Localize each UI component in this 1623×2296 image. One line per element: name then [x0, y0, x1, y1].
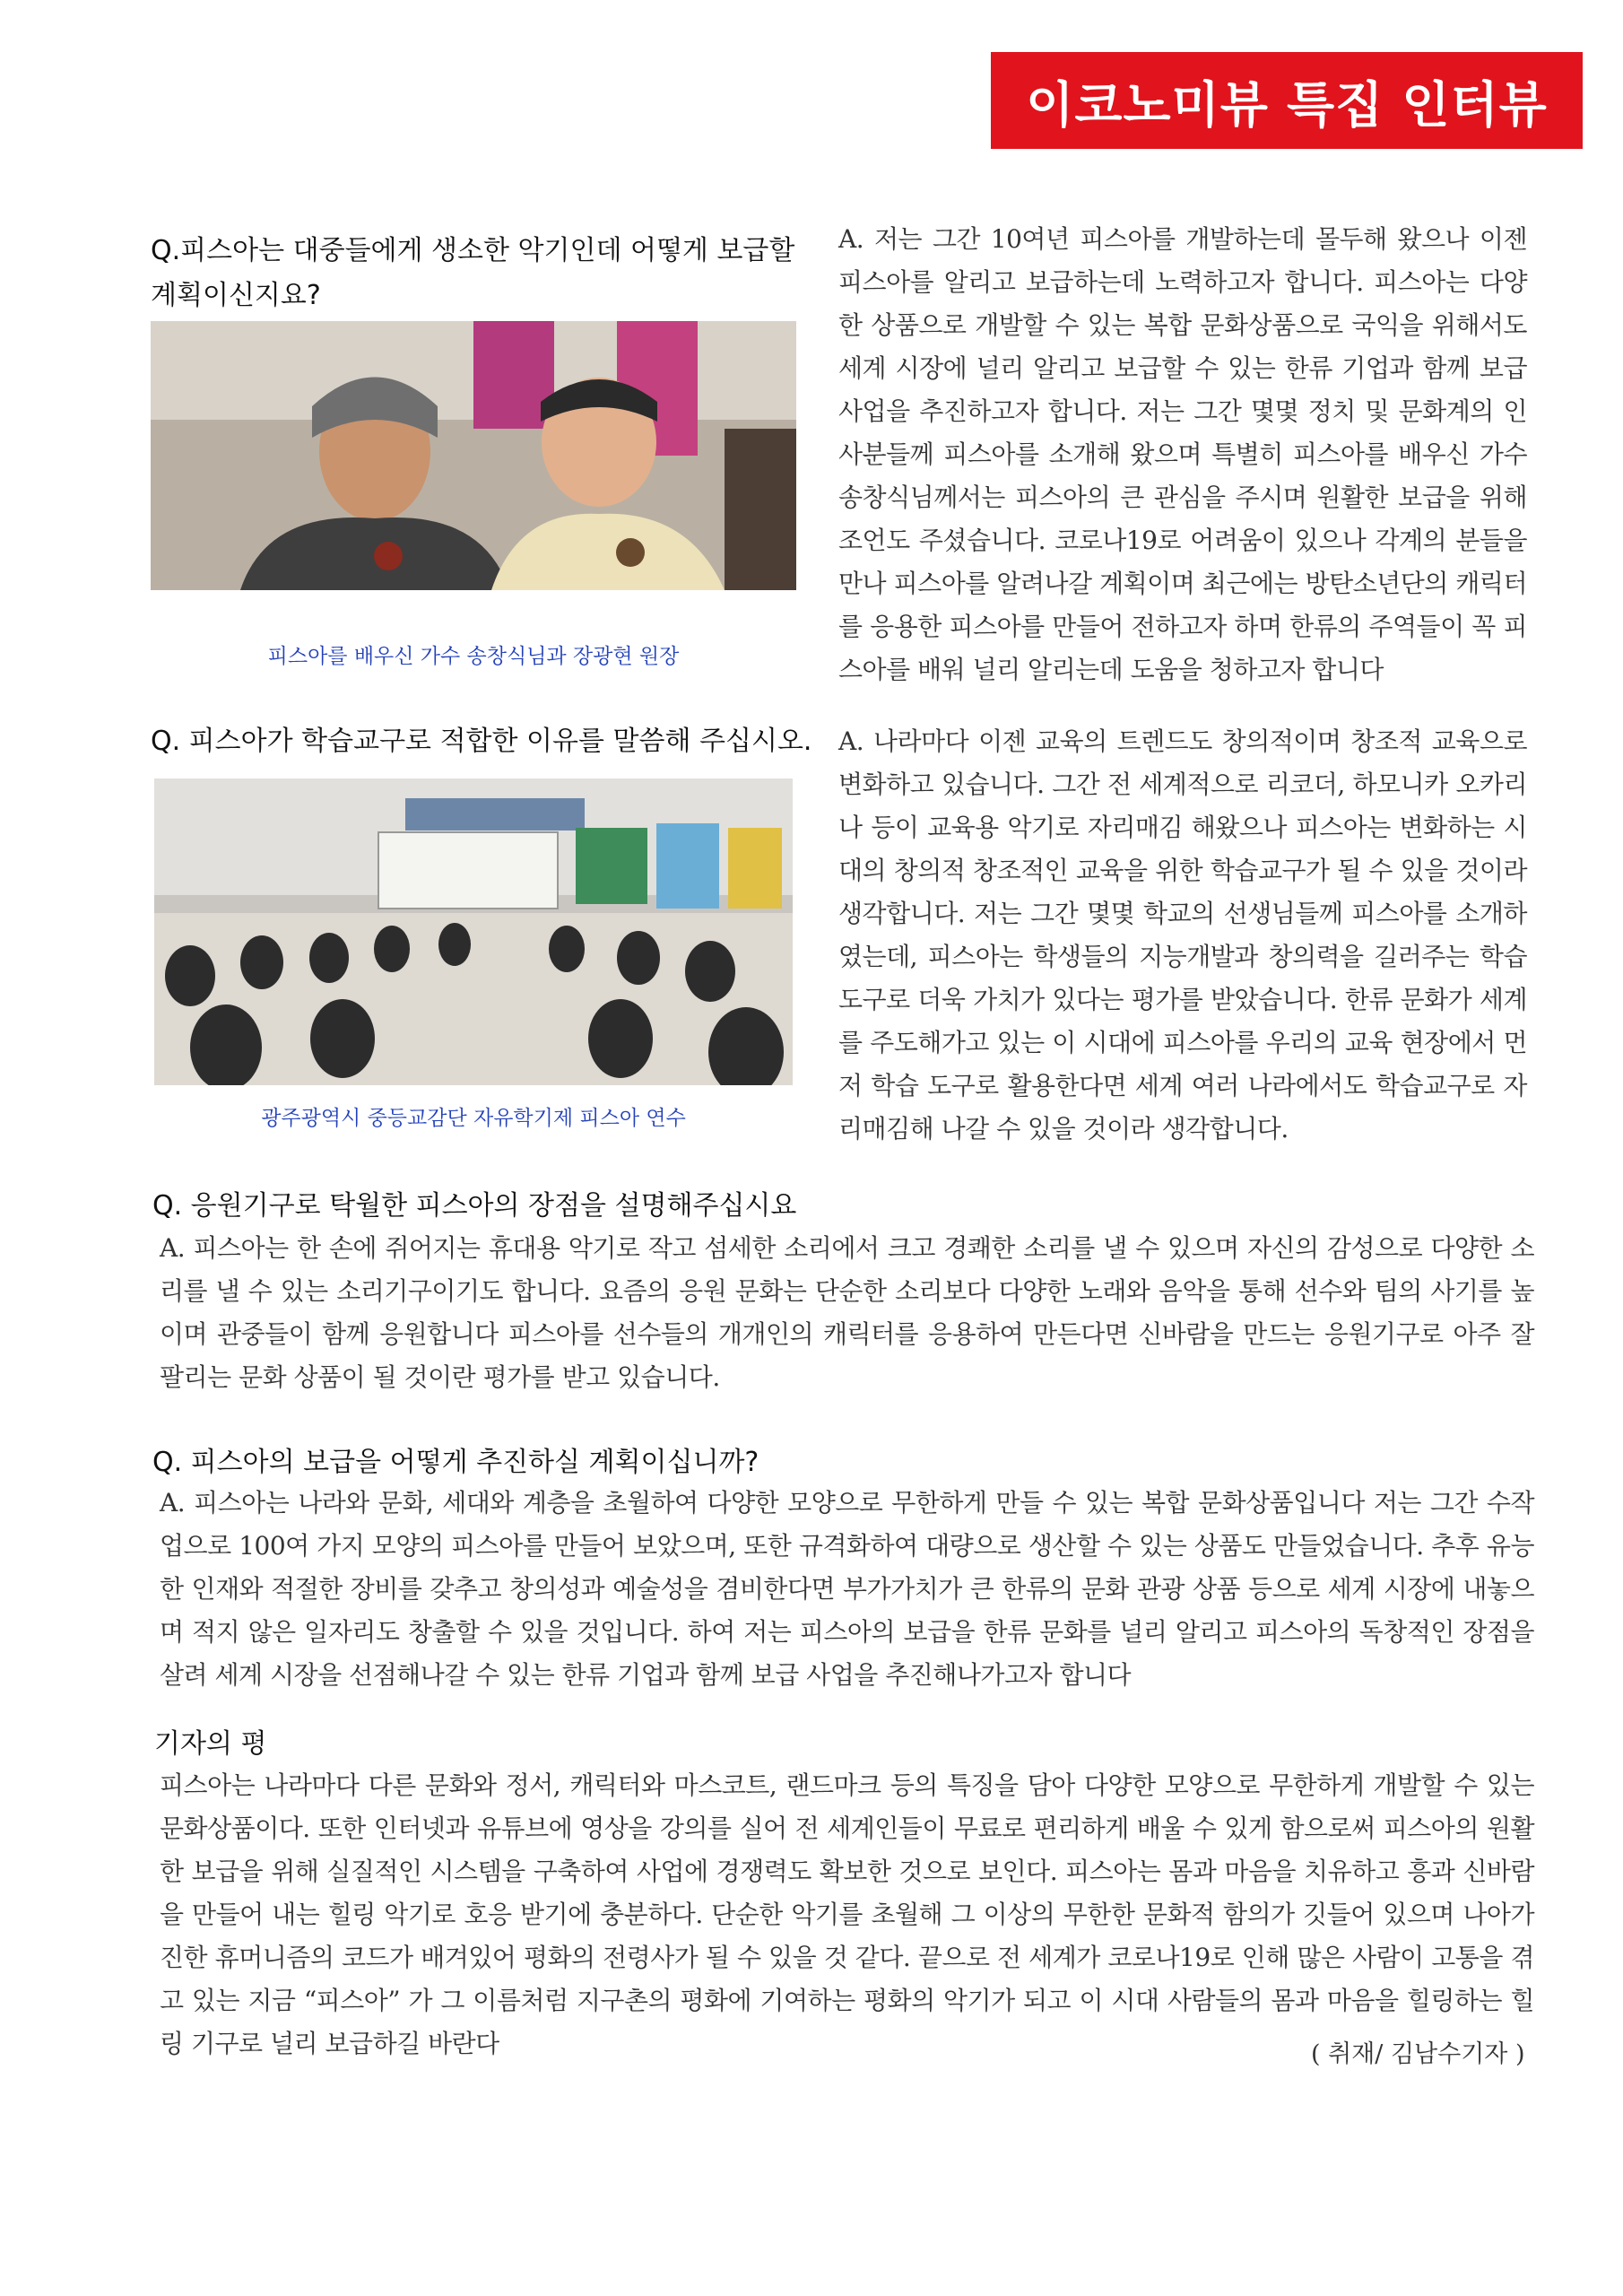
- photo-caption-1: 피스아를 배우신 가수 송창식님과 장광현 원장: [267, 645, 680, 668]
- answer-4: A. 피스아는 나라와 문화, 세대와 계층을 초월하여 다양한 모양으로 무한하게 만들 수 있는 복합 문화상품입니다 저는 그간 수작업으로 100여 가지 모양의 피스아를 만들어 보았으며, 또한 규격화하여 대량으로 생산할 수 있는 상품도 만들었습니다. 추후 유능한 인재와 적절한 장비를 갖추고 창의성과 예술성을 겸비한다면 부가가치가 큰 한류의 문화 관광 상품 등으로 세계 시장에 내놓으며 적지 않은 일자리도 창출할 수 있을 것입니다. 하여 저는 피스아의 보급을 한류 문화를 널리 알리고 피스아의 독창적인 장점을 살려 세계 시장을 선점해나갈 수 있는 한류 기업과 함께 보급 사업을 추진해나가고자 합니다: [160, 1488, 1534, 1690]
- photo-caption-2: 광주광역시 중등교감단 자유학기제 피스아 연수: [261, 1107, 686, 1130]
- photo-teacher-workshop: [154, 778, 793, 1085]
- question-2: Q. 피스아가 학습교구로 적합한 이유를 말씀해 주십시오.: [151, 726, 812, 757]
- answer-3: A. 피스아는 한 손에 쥐어지는 휴대용 악기로 작고 섬세한 소리에서 크고 경쾌한 소리를 낼 수 있으며 자신의 감성으로 다양한 소리를 낼 수 있는 소리기구이기도 합니다. 요즘의 응원 문화는 단순한 소리보다 다양한 노래와 음악을 통해 선수와 팀의 사기를 높이며 관중들이 함께 응원합니다 피스아를 선수들의 개개인의 캐릭터를 응용하여 만든다면 신바람을 만드는 응원기구로 아주 잘 팔리는 문화 상품이 될 것이란 평가를 받고 있습니다.: [160, 1233, 1534, 1392]
- answer-2: A. 나라마다 이젠 교육의 트렌드도 창의적이며 창조적 교육으로 변화하고 있습니다. 그간 전 세계적으로 리코더, 하모니카 오카리나 등이 교육용 악기로 자리매김 해왔으나 피스아는 변화하는 시대의 창의적 창조적인 교육을 위한 학습교구가 될 수 있을 것이라 생각합니다. 저는 그간 몇몇 학교의 선생님들께 피스아를 소개하였는데, 피스아는 학생들의 지능개발과 창의력을 길러주는 학습도구로 더욱 가치가 있다는 평가를 받았습니다. 한류 문화가 세계를 주도해가고 있는 이 시대에 피스아를 우리의 교육 현장에서 먼저 학습 도구로 활용한다면 세계 여러 나라에서도 학습교구로 자리매김해 나갈 수 있을 것이라 생각합니다.: [838, 726, 1527, 1144]
- question-1: Q.피스아는 대중들에게 생소한 악기인데 어떻게 보급할 계획이신지요?: [151, 235, 795, 311]
- editorial-heading: 기자의 평: [154, 1728, 267, 1760]
- feature-banner: 이코노미뷰 특집 인터뷰: [991, 52, 1583, 149]
- reporter-byline: ( 취재/ 김남수기자 ): [1311, 2040, 1525, 2068]
- answer-1: A. 저는 그간 10여년 피스아를 개발하는데 몰두해 왔으나 이젠 피스아를 알리고 보급하는데 노력하고자 합니다. 피스아는 다양한 상품으로 개발할 수 있는 복합 문화상품으로 국익을 위해서도 세계 시장에 널리 알리고 보급할 수 있는 한류 기업과 함께 보급 사업을 추진하고자 합니다. 저는 그간 몇몇 정치 및 문화계의 인사분들께 피스아를 소개해 왔으며 특별히 피스아를 배우신 가수 송창식님께서는 피스아의 큰 관심을 주시며 원활한 보급을 위해 조언도 주셨습니다. 코로나19로 어려움이 있으나 각계의 분들을 만나 피스아를 알려나갈 계획이며 최근에는 방탄소년단의 캐릭터를 응용한 피스아를 만들어 전하고자 하며 한류의 주역들이 꼭 피스아를 배워 널리 알리는데 도움을 청하고자 합니다: [838, 224, 1527, 684]
- question-3: Q. 응원기구로 탁월한 피스아의 장점을 설명해주십시요: [152, 1190, 797, 1222]
- question-4: Q. 피스아의 보급을 어떻게 추진하실 계획이십니까?: [152, 1447, 759, 1478]
- editorial-body: 피스아는 나라마다 다른 문화와 정서, 캐릭터와 마스코트, 랜드마크 등의 특징을 담아 다양한 모양으로 무한하게 개발할 수 있는 문화상품이다. 또한 인터넷과 유튜브에 영상을 강의를 실어 전 세계인들이 무료로 편리하게 배울 수 있게 함으로써 피스아의 원활한 보급을 위해 실질적인 시스템을 구축하여 사업에 경쟁력도 확보한 것으로 보인다. 피스아는 몸과 마음을 치유하고 흥과 신바람을 만들어 내는 힐링 악기로 호응 받기에 충분하다. 단순한 악기를 초월해 그 이상의 무한한 문화적 함의가 깃들어 있으며 나아가 진한 휴머니즘의 코드가 배겨있어 평화의 전령사가 될 수 있을 것 같다. 끝으로 전 세계가 코로나19로 인해 많은 사람이 고통을 겪고 있는 지금 “피스아” 가 그 이름처럼 지구촌의 평화에 기여하는 평화의 악기가 되고 이 시대 사람들의 몸과 마음을 힐링하는 힐링 기구로 널리 보급하길 바란다: [160, 1770, 1534, 2058]
- photo-singer-and-director: [151, 321, 796, 590]
